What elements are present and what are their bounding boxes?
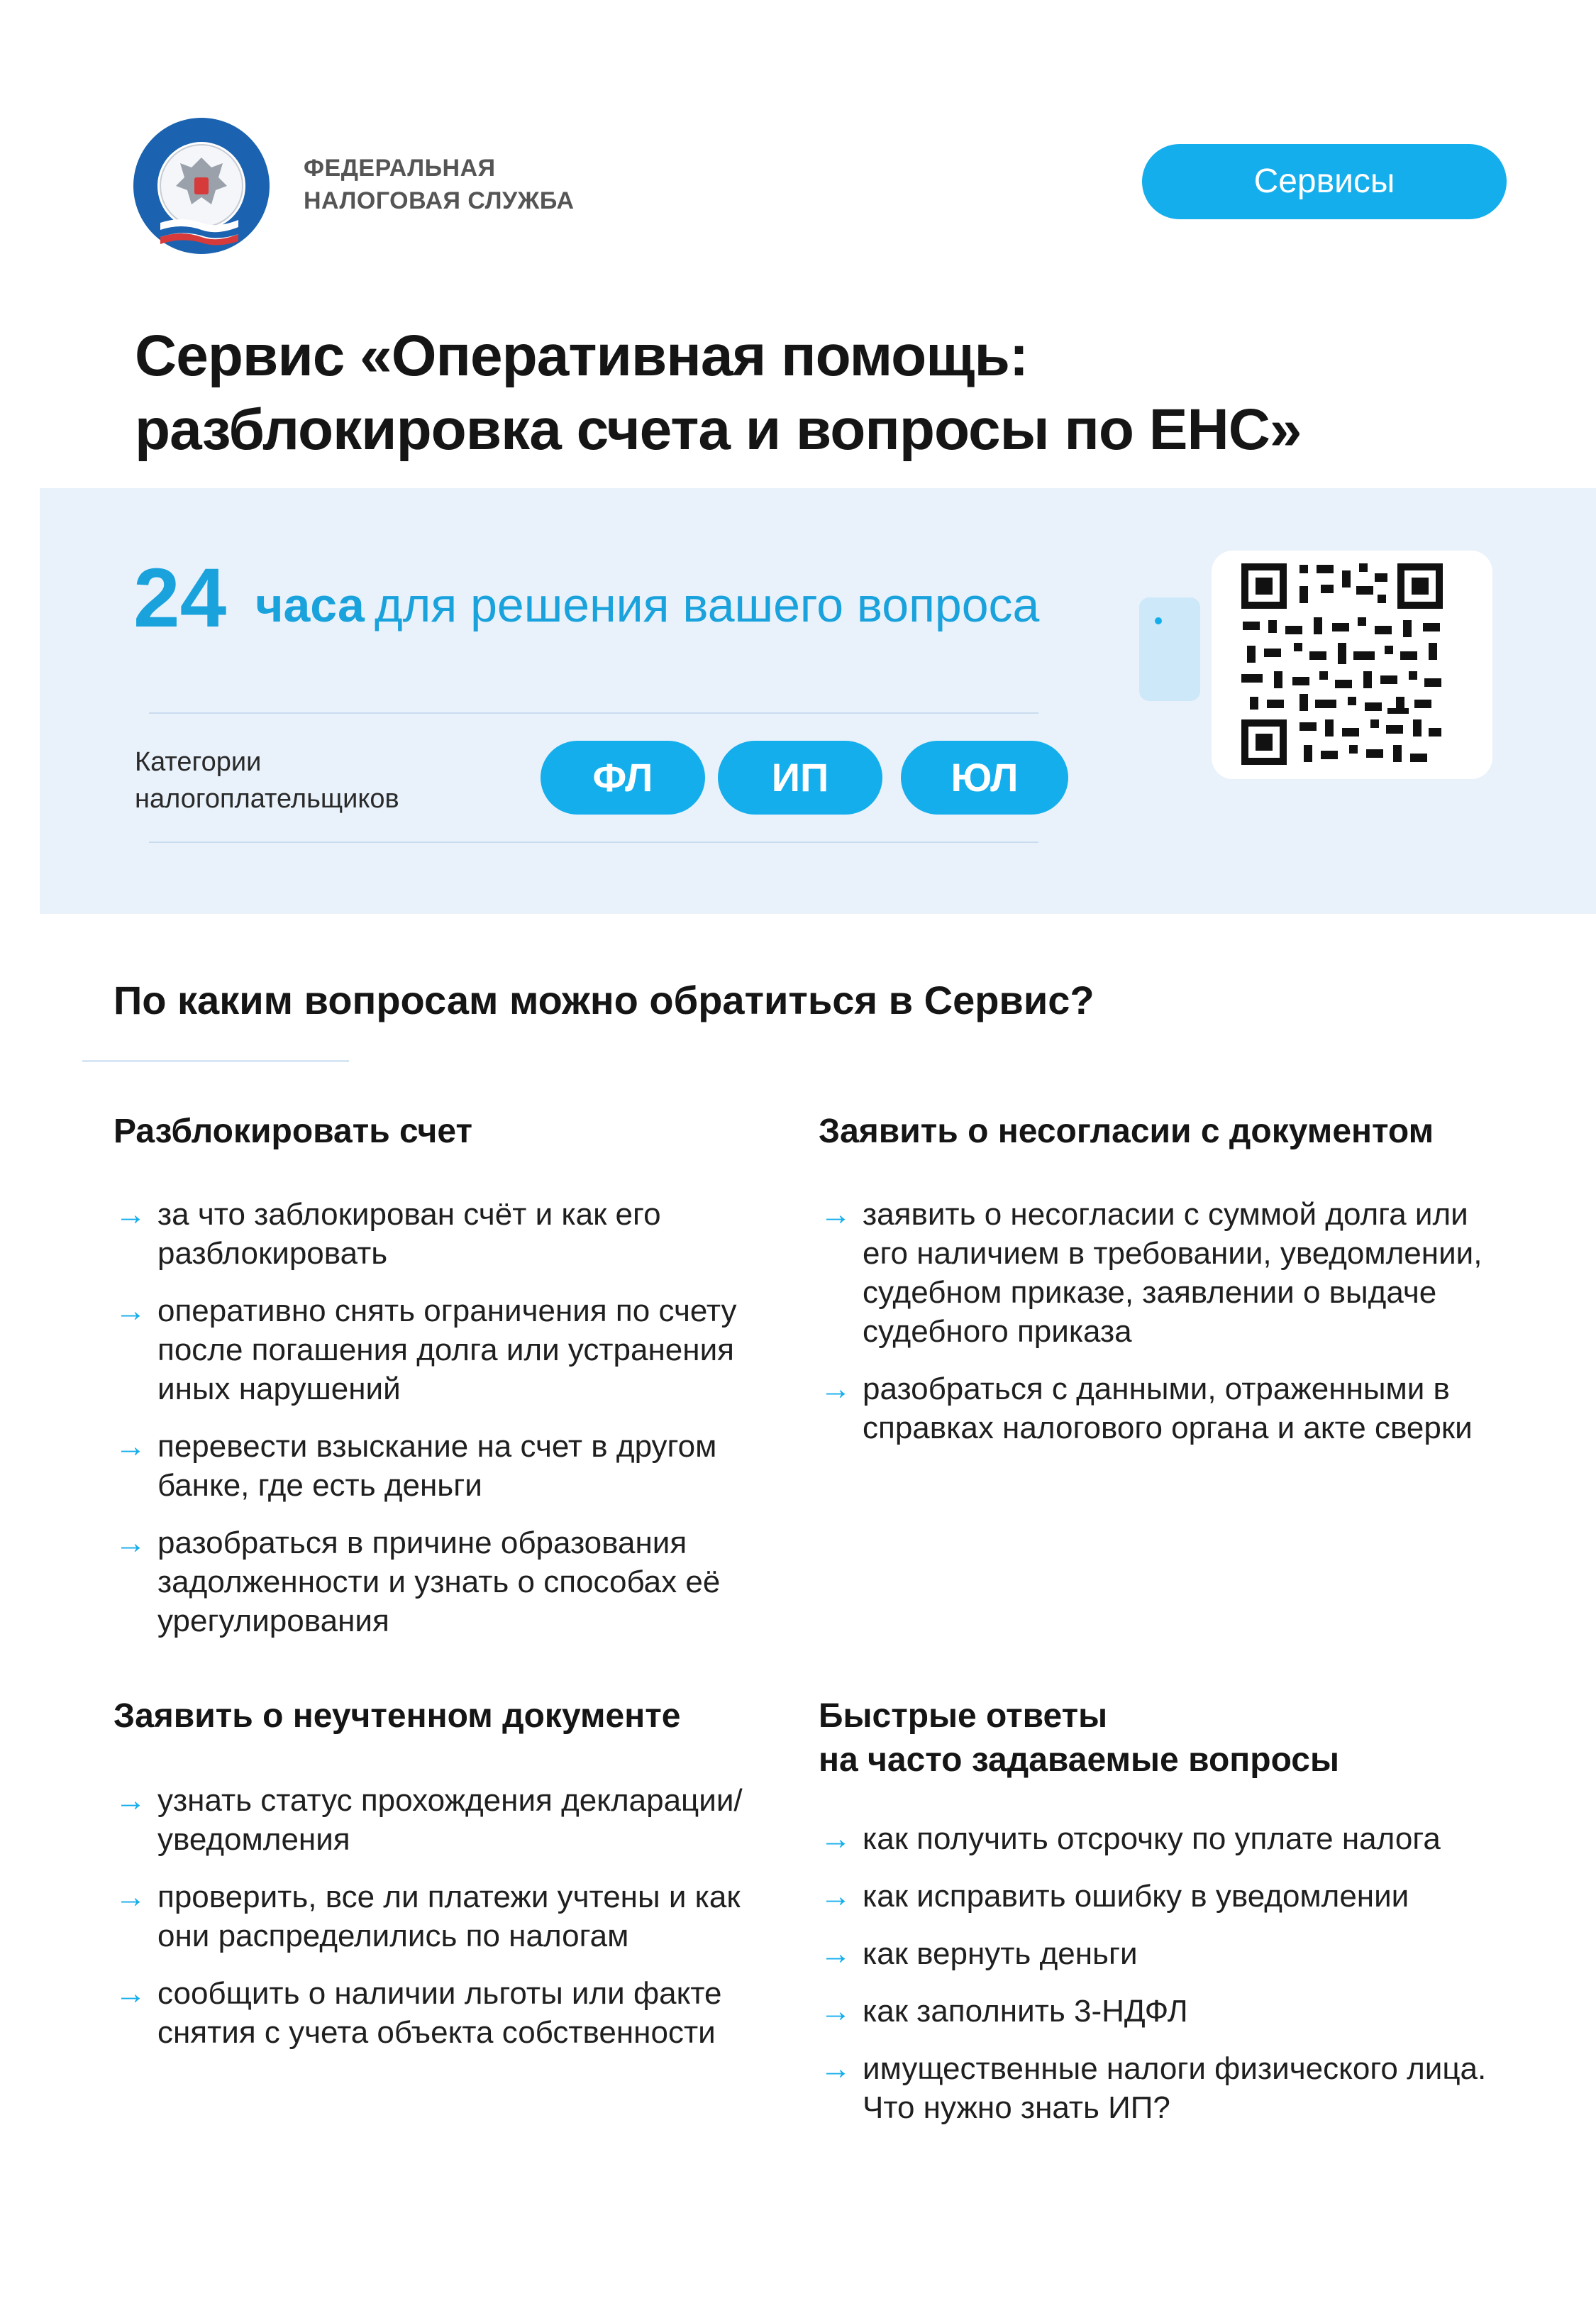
block-title-unaccounted: Заявить о неучтенном документе bbox=[113, 1697, 681, 1735]
list-item: → разобраться в причине образования задолженности и узнать о способах её урегулирования bbox=[113, 1523, 766, 1640]
list-item: → заявить о несогласии с суммой долга или его наличием в требовании, уведомлении, судебном приказе, заявлении о выдаче судебного приказа bbox=[819, 1195, 1500, 1351]
arrow-right-icon: → bbox=[115, 1293, 146, 1328]
categories-label-line2: налогоплательщиков bbox=[135, 784, 399, 814]
list-item: → за что заблокирован счёт и как его разблокировать bbox=[113, 1195, 766, 1273]
page-title-line2: разблокировка счета и вопросы по ЕНС» bbox=[135, 397, 1302, 462]
arrow-right-icon: → bbox=[820, 1879, 851, 1914]
arrow-right-icon: → bbox=[115, 1783, 146, 1818]
list-item: → как получить отсрочку по уплате налога bbox=[819, 1819, 1500, 1858]
list-item: → сообщить о наличии льготы или факте снятия с учета объекта собственности bbox=[113, 1974, 766, 2052]
list-item: → разобраться с данными, отраженными в справках налогового органа и акте сверки bbox=[819, 1369, 1500, 1447]
hours-unit: часа bbox=[255, 578, 365, 632]
arrow-right-icon: → bbox=[115, 1197, 146, 1232]
arrow-right-icon: → bbox=[820, 1197, 851, 1232]
arrow-right-icon: → bbox=[115, 1429, 146, 1464]
qr-pointer bbox=[1139, 597, 1200, 701]
org-name bbox=[304, 152, 575, 217]
categories-label bbox=[135, 744, 399, 817]
page-title bbox=[135, 319, 1412, 467]
arrow-right-icon: → bbox=[820, 1994, 851, 2029]
org-name-line2: НАЛОГОВАЯ СЛУЖБА bbox=[304, 187, 575, 214]
block-title-faq-line2: на часто задаваемые вопросы bbox=[819, 1741, 1339, 1779]
category-pill-ul[interactable]: ЮЛ bbox=[901, 741, 1068, 815]
services-button[interactable]: Сервисы bbox=[1142, 144, 1507, 219]
arrow-right-icon: → bbox=[115, 1976, 146, 2011]
list-faq bbox=[819, 1819, 1500, 2127]
fns-emblem-icon bbox=[132, 116, 271, 255]
arrow-right-icon: → bbox=[820, 2051, 851, 2086]
list-item: → узнать статус прохождения декларации/уведомления bbox=[113, 1781, 766, 1859]
arrow-right-icon: → bbox=[820, 1821, 851, 1856]
arrow-right-icon: → bbox=[820, 1936, 851, 1971]
list-item: → оперативно снять ограничения по счету после погашения долга или устранения иных нарушений bbox=[113, 1291, 766, 1408]
arrow-right-icon: → bbox=[115, 1880, 146, 1914]
category-pill-ip[interactable]: ИП bbox=[718, 741, 882, 815]
questions-heading: По каким вопросам можно обратиться в Сервис? bbox=[113, 978, 1095, 1022]
arrow-right-icon: → bbox=[115, 1526, 146, 1560]
block-title-disagree: Заявить о несогласии с документом bbox=[819, 1113, 1434, 1150]
list-item: → имущественные налоги физического лица. Что нужно знать ИП? bbox=[819, 2049, 1500, 2127]
hours-text: для решения вашего вопроса bbox=[375, 578, 1040, 632]
hours-number: 24 bbox=[133, 551, 227, 645]
block-title-faq-line1: Быстрые ответы bbox=[819, 1697, 1108, 1735]
divider bbox=[149, 712, 1038, 714]
list-item: → проверить, все ли платежи учтены и как они распределились по налогам bbox=[113, 1877, 766, 1955]
block-title-unblock: Разблокировать счет bbox=[113, 1113, 472, 1150]
block-disagree bbox=[819, 1110, 1500, 1466]
block-faq bbox=[819, 1694, 1500, 2146]
list-unblock bbox=[113, 1195, 766, 1640]
arrow-right-icon: → bbox=[820, 1372, 851, 1406]
categories-label-line1: Категории bbox=[135, 747, 262, 777]
qr-code-icon[interactable] bbox=[1236, 558, 1448, 774]
qr-pointer-dot bbox=[1155, 617, 1162, 624]
list-disagree bbox=[819, 1195, 1500, 1447]
heading-underline bbox=[82, 1060, 349, 1062]
list-item: → как заполнить 3-НДФЛ bbox=[819, 1992, 1500, 2031]
list-item: → перевести взыскание на счет в другом банке, где есть деньги bbox=[113, 1427, 766, 1505]
block-unaccounted bbox=[113, 1694, 766, 2070]
org-name-line1: ФЕДЕРАЛЬНАЯ bbox=[304, 155, 496, 182]
list-item: → как исправить ошибку в уведомлении bbox=[819, 1877, 1500, 1916]
page-title-line1: Сервис «Оперативная помощь: bbox=[135, 324, 1029, 388]
list-item: → как вернуть деньги bbox=[819, 1934, 1500, 1973]
block-title-faq bbox=[819, 1694, 1500, 1782]
block-unblock bbox=[113, 1110, 766, 1659]
divider bbox=[149, 842, 1038, 843]
list-unaccounted bbox=[113, 1781, 766, 2052]
category-pill-fl[interactable]: ФЛ bbox=[541, 741, 705, 815]
